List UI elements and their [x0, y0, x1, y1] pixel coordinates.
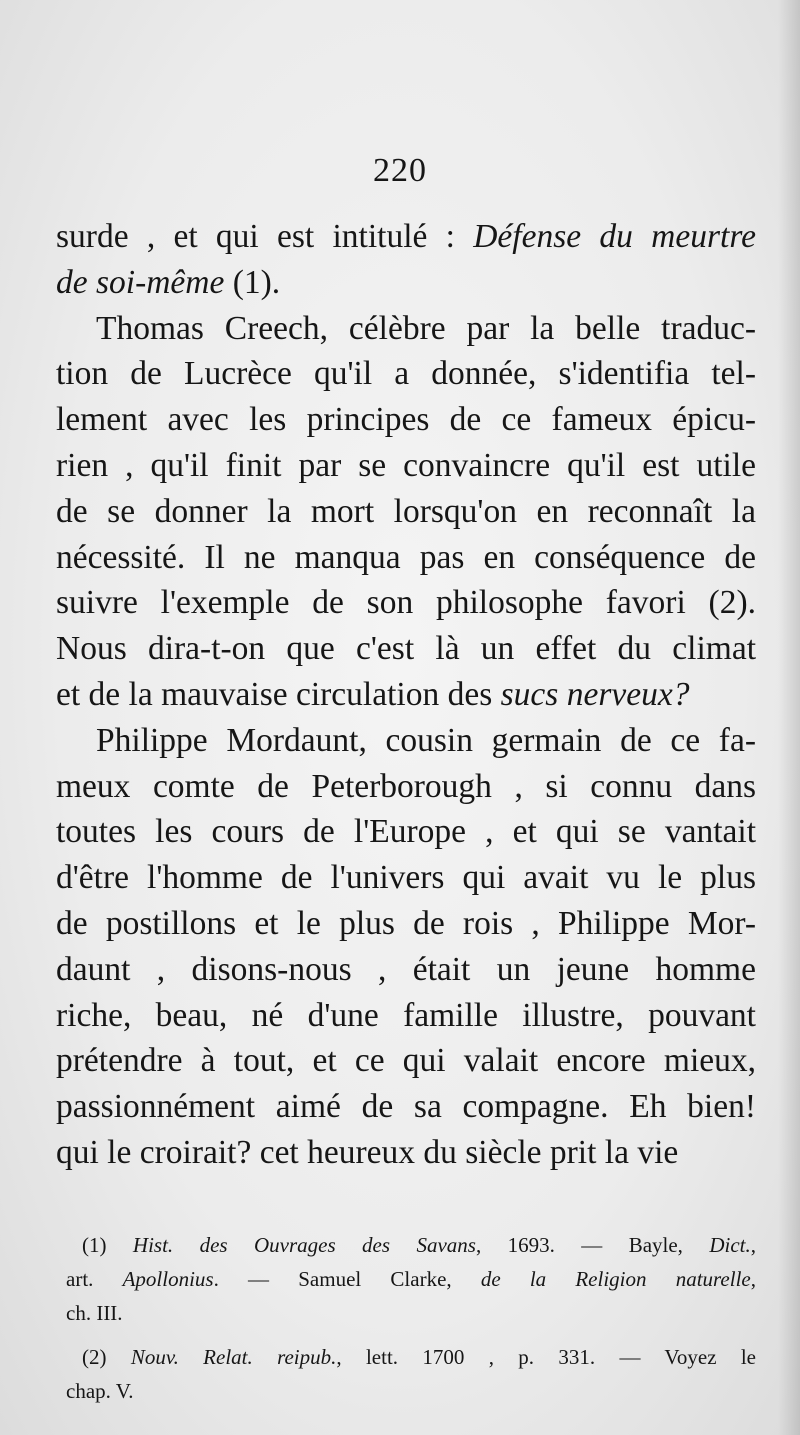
text-run: lement avec les principes de ce fameux épicu- — [56, 401, 756, 439]
paragraph-line — [56, 1084, 756, 1130]
paragraph-line — [56, 260, 756, 306]
text-run: , — [750, 1267, 756, 1291]
text-run: daunt , disons-nous , était un jeune homme — [56, 950, 756, 988]
page-number: 220 — [373, 152, 427, 189]
text-run: tion de Lucrèce qu'il a donnée, s'identifia tel- — [56, 355, 756, 393]
text-run: ch. III. — [66, 1301, 123, 1325]
text-run: Philippe Mordaunt, cousin germain de ce fa- — [96, 721, 756, 759]
footnote-line — [66, 1228, 756, 1262]
text-run: Thomas Creech, célèbre par la belle traduc- — [96, 309, 756, 347]
footnote-line — [66, 1262, 756, 1296]
paragraph-line — [56, 1130, 756, 1176]
paragraph-line — [56, 351, 756, 397]
paragraph-line — [56, 580, 756, 626]
page-edge-shadow — [778, 0, 800, 1435]
text-run: d'être l'homme de l'univers qui avait vu le plus — [56, 859, 756, 897]
text-run: passionnément aimé de sa compagne. Eh bien! — [56, 1088, 756, 1126]
text-run: qui le croirait? cet heureux du siècle prit la vie — [56, 1133, 679, 1171]
italic-text: de la Religion naturelle — [480, 1267, 751, 1291]
text-run: , lett. 1700 , p. 331. — Voyez le — [336, 1345, 756, 1369]
main-text — [56, 214, 756, 1176]
paragraph-line — [56, 809, 756, 855]
text-run: , — [750, 1233, 756, 1257]
text-run: Nous dira-t-on que c'est là un effet du climat — [56, 630, 756, 668]
text-run: prétendre à tout, et ce qui valait encore mieux, — [56, 1042, 756, 1080]
italic-text: Hist. des Ouvrages des Savans — [132, 1233, 476, 1257]
text-run: de postillons et le plus de rois , Philippe Mor- — [56, 904, 756, 942]
text-run: (2) — [82, 1345, 131, 1369]
text-run: , 1693. — Bayle, — [475, 1233, 710, 1257]
text-run: toutes les cours de l'Europe , et qui se vantait — [56, 813, 756, 851]
text-run: surde , et qui est intitulé : — [56, 218, 474, 255]
paragraph-line — [56, 214, 756, 260]
paragraph-line — [56, 535, 756, 581]
italic-text: Nouv. Relat. reipub. — [130, 1345, 337, 1369]
text-run: meux comte de Peterborough , si connu dans — [56, 767, 756, 805]
text-run: de se donner la mort lorsqu'on en reconnaît la — [56, 492, 756, 530]
text-run: suivre l'exemple de son philosophe favori (2). — [56, 584, 756, 622]
text-run: rien , qu'il finit par se convaincre qu'il est utile — [56, 446, 756, 484]
footnote-gap — [66, 1330, 756, 1340]
text-run: (1) — [82, 1233, 133, 1257]
paragraph-line — [56, 626, 756, 672]
paragraph-line — [56, 718, 756, 764]
paragraph-line — [56, 397, 756, 443]
text-run: riche, beau, né d'une famille illustre, pouvant — [56, 996, 756, 1034]
footnote-line — [66, 1374, 756, 1408]
paragraph-line — [56, 443, 756, 489]
paragraph-line — [56, 901, 756, 947]
italic-text: de soi-même — [56, 263, 225, 301]
text-run: . — Samuel Clarke, — [213, 1267, 481, 1291]
italic-text: Dict. — [709, 1233, 751, 1257]
footnote-line — [66, 1296, 756, 1330]
text-run: art. — [66, 1267, 123, 1291]
paragraph-line — [56, 947, 756, 993]
italic-text: sucs nerveux? — [500, 675, 690, 713]
italic-text: Défense du meurtre — [473, 218, 756, 255]
text-run: (1). — [224, 263, 281, 301]
paragraph-line — [56, 764, 756, 810]
italic-text: Apollonius — [122, 1267, 214, 1291]
paragraph-line — [56, 672, 756, 718]
footnote-line — [66, 1340, 756, 1374]
footnotes — [66, 1228, 756, 1408]
paragraph-line — [56, 993, 756, 1039]
paragraph-line — [56, 489, 756, 535]
text-run: et de la mauvaise circulation des — [56, 675, 501, 713]
paragraph-line — [56, 306, 756, 352]
text-run: nécessité. Il ne manqua pas en conséquence de — [56, 538, 756, 576]
text-run: chap. V. — [66, 1379, 134, 1403]
paragraph-line — [56, 855, 756, 901]
paragraph-line — [56, 1038, 756, 1084]
